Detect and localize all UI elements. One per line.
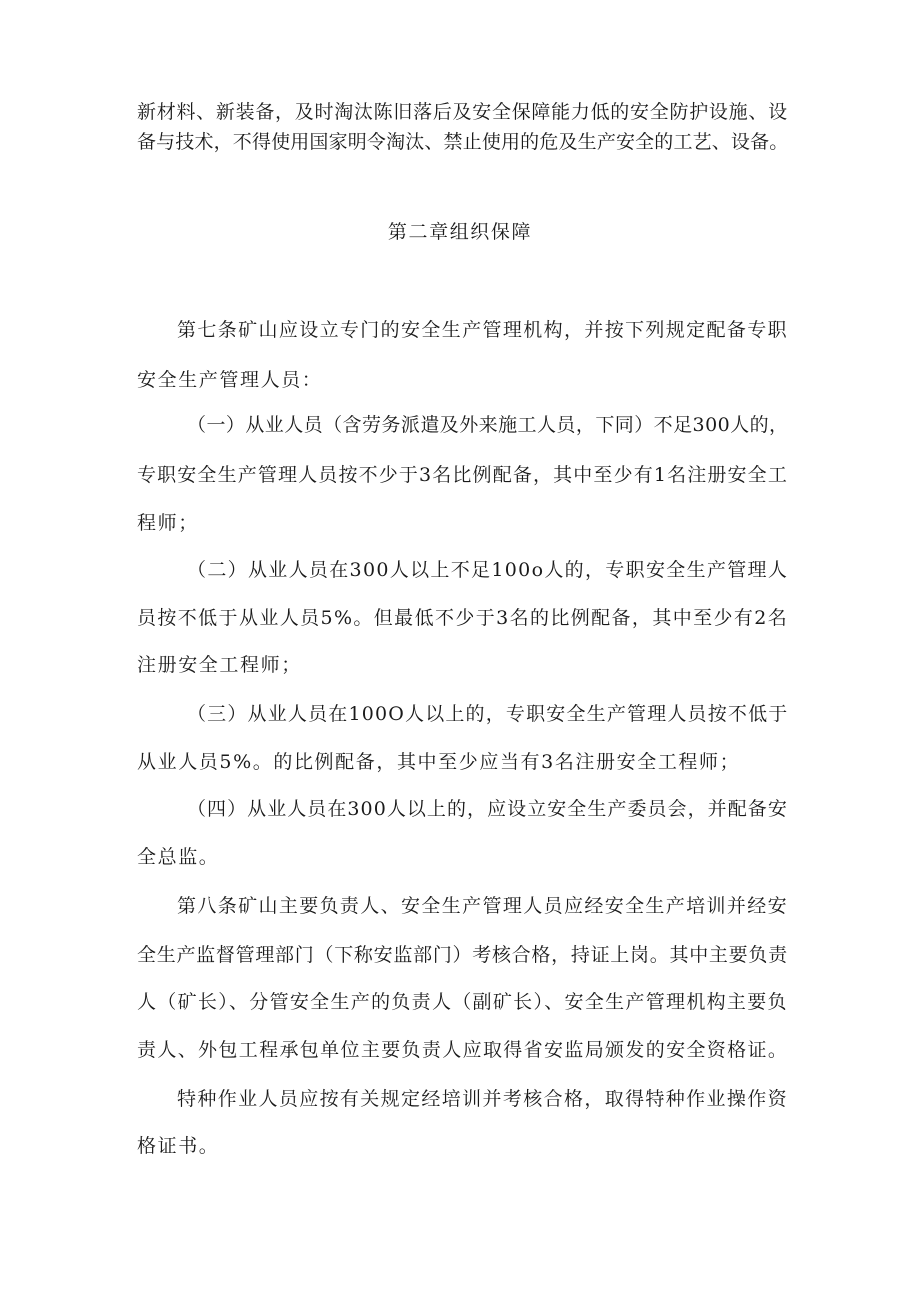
item2-line-1: （二）从业人员在300人以上不足100o人的，专职安全生产管理人 [187, 559, 789, 581]
item3-line-2: 从业人员5%。的比例配备，其中至少应当有3名注册安全工程师； [137, 751, 741, 773]
item1-line-3: 程师； [137, 512, 199, 534]
article7-line-1: 第七条矿山应设立专门的安全生产管理机构，并按下列规定配备专职 [177, 319, 789, 341]
item4-line-2: 全总监。 [137, 846, 220, 868]
article8-line-4: 责人、外包工程承包单位主要负责人应取得省安监局颁发的安全资格证。 [137, 1039, 789, 1061]
chapter-heading: 第二章组织保障 [387, 221, 533, 243]
article8-line-2: 全生产监督管理部门（下称安监部门）考核合格，持证上岗。其中主要负责 [137, 944, 788, 966]
article8-line-3: 人（矿长）、分管安全生产的负责人（副矿长）、安全生产管理机构主要负 [137, 991, 788, 1013]
item1-line-1: （一）从业人员（含劳务派遣及外来施工人员，下同）不足300人的， [187, 414, 789, 436]
special-ops-line-2: 格证书。 [137, 1135, 220, 1157]
article8-line-1: 第八条矿山主要负责人、安全生产管理人员应经安全生产培训并经安 [177, 895, 789, 917]
item1-line-2: 专职安全生产管理人员按不少于3名比例配备，其中至少有1名注册安全工 [137, 464, 788, 486]
article7-line-2: 安全生产管理人员： [137, 369, 323, 391]
intro-line-1: 新材料、新装备，及时淘汰陈旧落后及安全保障能力低的安全防护设施、设 [137, 101, 788, 123]
item4-line-1: （四）从业人员在300人以上的，应设立安全生产委员会，并配备安 [187, 798, 788, 820]
item2-line-2: 员按不低于从业人员5%。但最低不少于3名的比例配备，其中至少有2名 [137, 607, 789, 629]
item3-line-1: （三）从业人员在100O人以上的，专职安全生产管理人员按不低于 [187, 703, 789, 725]
special-ops-line-1: 特种作业人员应按有关规定经培训并考核合格，取得特种作业操作资 [177, 1088, 789, 1110]
item2-line-3: 注册安全工程师； [137, 654, 302, 676]
intro-line-2: 备与技术，不得使用国家明令淘汰、禁止使用的危及生产安全的工艺、设备。 [137, 131, 789, 153]
